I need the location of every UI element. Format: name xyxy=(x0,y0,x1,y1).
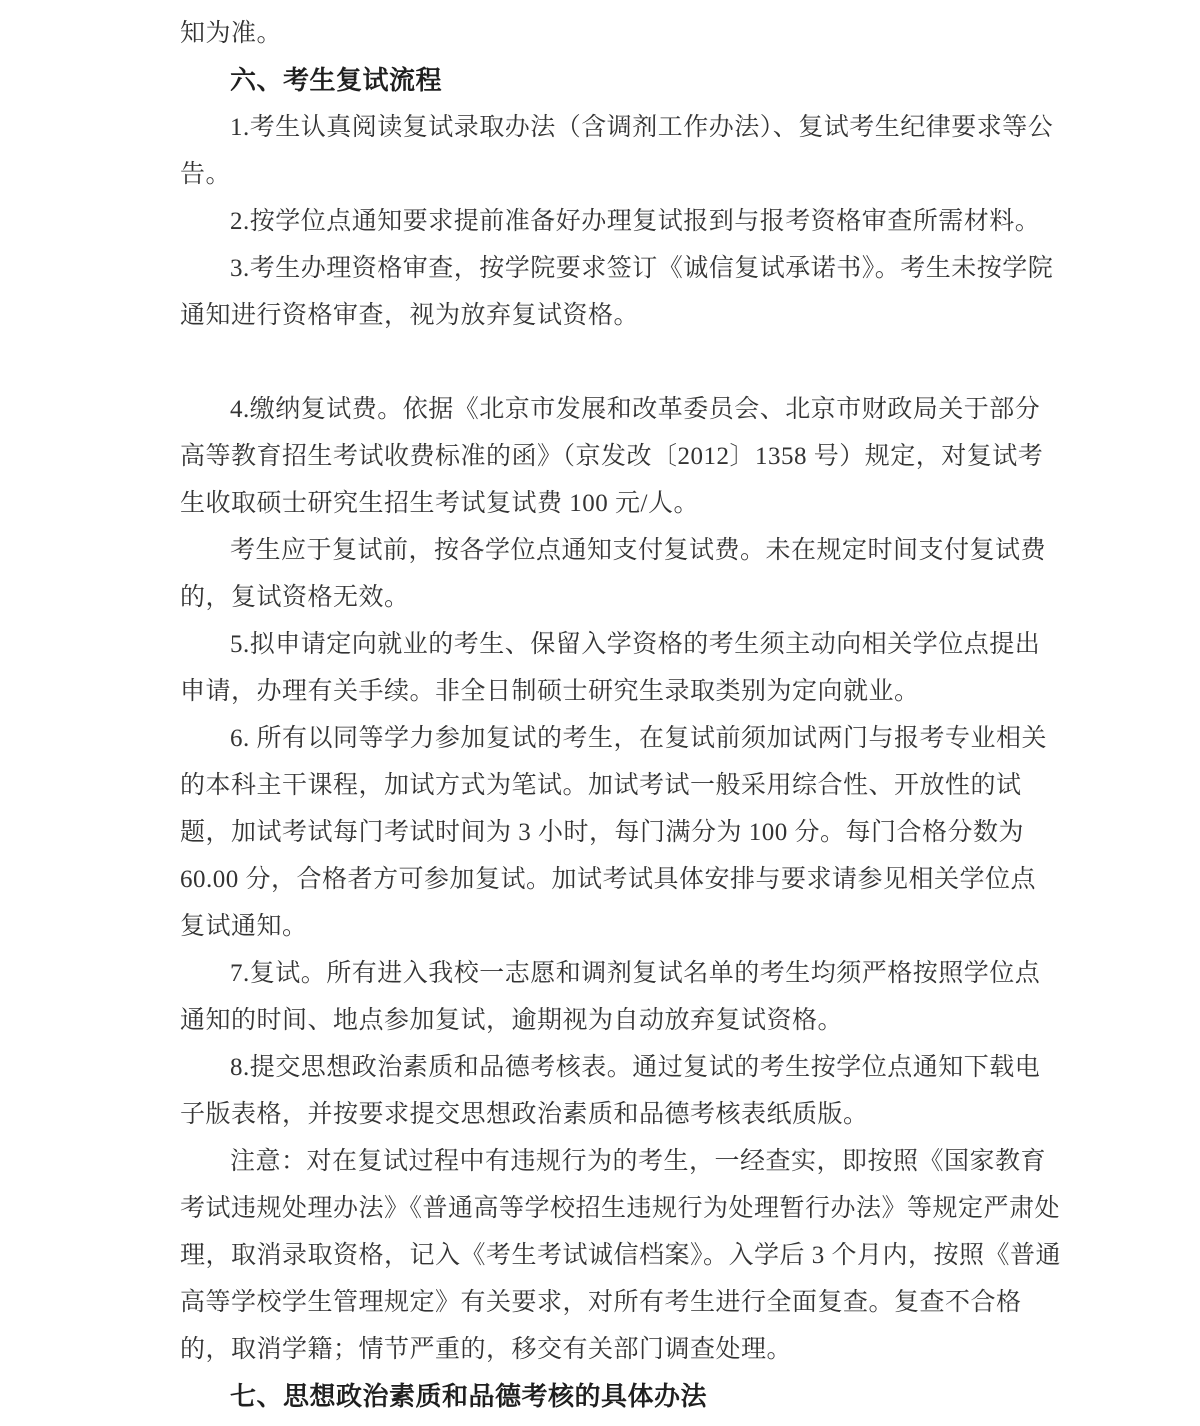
section-heading: 六、考生复试流程 xyxy=(230,66,443,95)
text-line: 考试违规处理办法》《普通高等学校招生违规行为处理暂行办法》等规定严肃处 xyxy=(180,1195,1061,1222)
text-line: 高等教育招生考试收费标准的函》（京发改〔2012〕1358 号）规定，对复试考 xyxy=(180,443,1044,470)
text-line: 题，加试考试每门考试时间为 3 小时，每门满分为 100 分。每门合格分数为 xyxy=(180,819,1025,846)
text-line: 的本科主干课程，加试方式为笔试。加试考试一般采用综合性、开放性的试 xyxy=(180,772,1022,799)
text-line: 3.考生办理资格审查，按学院要求签订《诚信复试承诺书》。考生未按学院 xyxy=(230,255,1054,282)
text-line: 知为准。 xyxy=(180,20,283,47)
text-line: 7.复试。所有进入我校一志愿和调剂复试名单的考生均须严格按照学位点 xyxy=(230,960,1041,987)
text-line: 1.考生认真阅读复试录取办法（含调剂工作办法）、复试考生纪律要求等公 xyxy=(230,114,1054,141)
text-line: 2.按学位点通知要求提前准备好办理复试报到与报考资格审查所需材料。 xyxy=(230,208,1041,235)
section-heading: 七、思想政治素质和品德考核的具体办法 xyxy=(230,1382,708,1411)
text-line: 4.缴纳复试费。依据《北京市发展和改革委员会、北京市财政局关于部分 xyxy=(230,396,1041,423)
document-body xyxy=(180,10,1062,1420)
text-line: 高等学校学生管理规定》有关要求，对所有考生进行全面复查。复查不合格 xyxy=(180,1289,1022,1316)
text-line: 的，复试资格无效。 xyxy=(180,584,410,611)
text-line: 6. 所有以同等学力参加复试的考生，在复试前须加试两门与报考专业相关 xyxy=(230,725,1048,752)
text-line: 8.提交思想政治素质和品德考核表。通过复试的考生按学位点通知下载电 xyxy=(230,1054,1041,1081)
text-line: 的，取消学籍；情节严重的，移交有关部门调查处理。 xyxy=(180,1336,793,1363)
text-line: 注意：对在复试过程中有违规行为的考生，一经查实，即按照《国家教育 xyxy=(230,1148,1047,1175)
text-line: 5.拟申请定向就业的考生、保留入学资格的考生须主动向相关学位点提出 xyxy=(230,631,1041,658)
blank-line xyxy=(180,339,1024,386)
text-line: 60.00 分，合格者方可参加复试。加试考试具体安排与要求请参见相关学位点 xyxy=(180,866,1037,893)
text-line: 理，取消录取资格，记入《考生考试诚信档案》。入学后 3 个月内，按照《普通 xyxy=(180,1242,1062,1269)
text-line: 子版表格，并按要求提交思想政治素质和品德考核表纸质版。 xyxy=(180,1101,869,1128)
text-line: 申请，办理有关手续。非全日制硕士研究生录取类别为定向就业。 xyxy=(180,678,920,705)
text-line: 复试通知。 xyxy=(180,913,308,940)
text-line: 通知进行资格审查，视为放弃复试资格。 xyxy=(180,302,640,329)
text-line: 生收取硕士研究生招生考试复试费 100 元/人。 xyxy=(180,490,699,517)
text-line: 考生应于复试前，按各学位点通知支付复试费。未在规定时间支付复试费 xyxy=(230,537,1047,564)
text-line: 通知的时间、地点参加复试，逾期视为自动放弃复试资格。 xyxy=(180,1007,844,1034)
text-line: 告。 xyxy=(180,161,232,188)
